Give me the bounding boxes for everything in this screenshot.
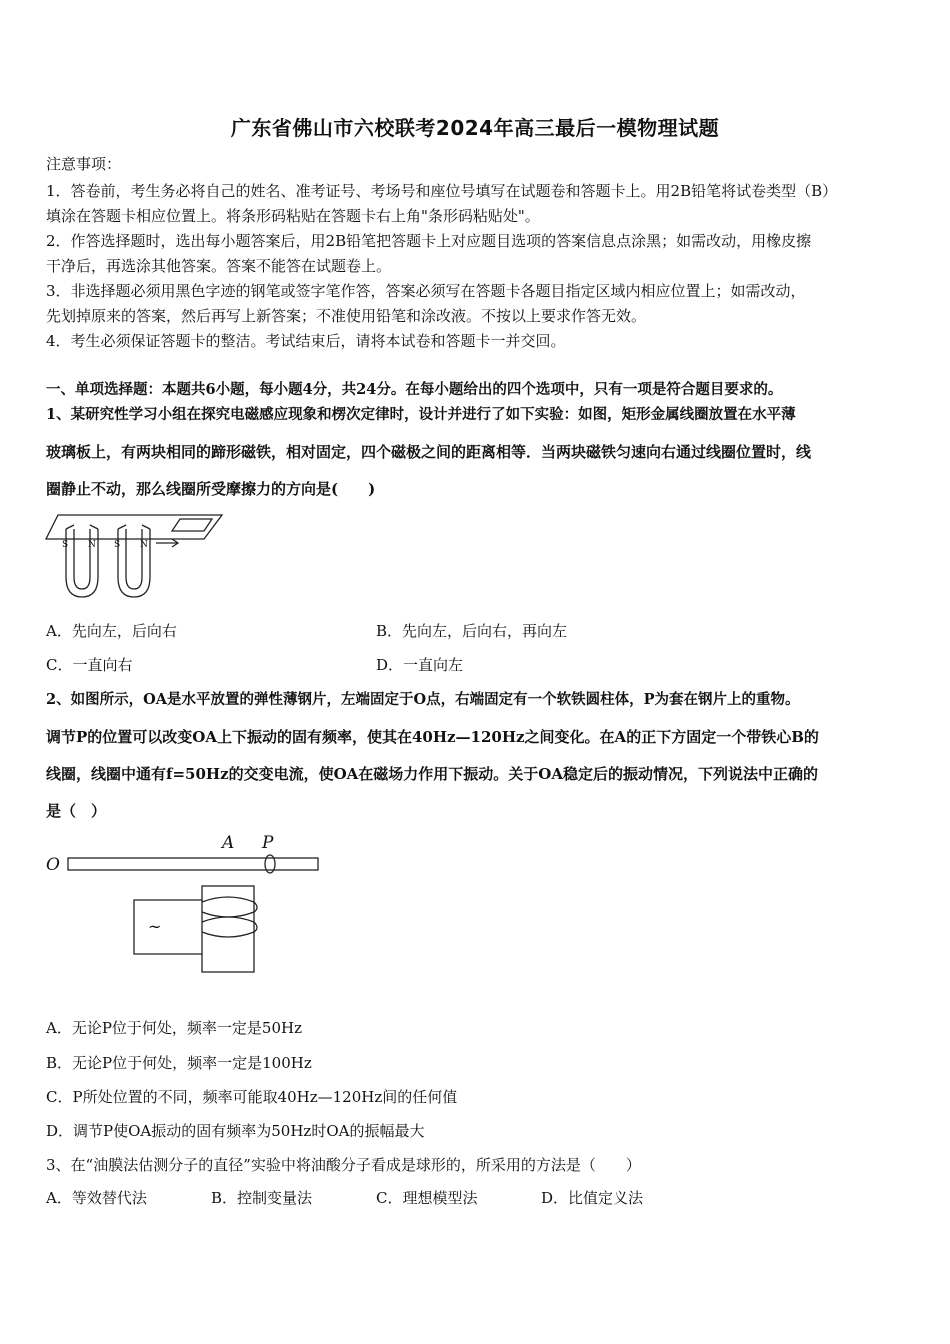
- magnet-coil-figure: [44, 507, 234, 607]
- question-3-text: 3、在“油膜法估测分子的直径”实验中将油酸分子看成是球形的，所采用的方法是（ ）: [46, 1156, 641, 1174]
- notice-line: 2．作答选择题时，选出每小题答案后，用2B铅笔把答题卡上对应题目选项的答案信息点涂黑；如需改动，用橡皮擦: [46, 232, 812, 250]
- option-c[interactable]: C．理想模型法: [376, 1189, 478, 1207]
- question-2-text: 2、如图所示，OA是水平放置的弹性薄钢片，左端固定于O点，右端固定有一个软铁圆柱体，P为套在钢片上的重物。: [46, 691, 800, 708]
- notice-line: 干净后，再选涂其他答案。答案不能答在试题卷上。: [46, 257, 392, 275]
- point-a-label: A: [222, 833, 235, 853]
- notice-line: 先划掉原来的答案，然后再写上新答案；不准使用铅笔和涂改液。不按以上要求作答无效。: [46, 307, 647, 325]
- pole-label: N: [88, 540, 96, 550]
- question-1-text: 圈静止不动，那么线圈所受摩擦力的方向是( ): [46, 480, 376, 498]
- option-d[interactable]: D．调节P使OA振动的固有频率为50Hz时OA的振幅最大: [46, 1122, 425, 1140]
- question-1-text: 玻璃板上，有两块相同的蹄形磁铁，相对固定，四个磁极之间的距离相等．当两块磁铁匀速向右通过线圈位置时，线: [46, 443, 812, 461]
- option-a[interactable]: A．先向左，后向右: [46, 622, 177, 640]
- pole-label: N: [140, 540, 148, 550]
- question-2-text: 线圈，线圈中通有f=50Hz的交变电流，使OA在磁场力作用下振动。关于OA稳定后的振动情况，下列说法中正确的: [46, 765, 818, 783]
- option-b[interactable]: B．控制变量法: [211, 1189, 313, 1207]
- page-title: 广东省佛山市六校联考2024年高三最后一模物理试题: [230, 116, 720, 140]
- question-2-text: 是（ ）: [46, 802, 107, 820]
- section-heading: 一、单项选择题：本题共6小题，每小题4分，共24分。在每小题给出的四个选项中，只有一项是符合题目要求的。: [46, 381, 783, 398]
- notice-line: 填涂在答题卡相应位置上。将条形码粘贴在答题卡右上角"条形码粘贴处"。: [46, 207, 540, 225]
- point-p-label: P: [262, 833, 274, 853]
- option-d[interactable]: D．一直向左: [376, 656, 464, 674]
- notice-line: 4．考生必须保证答题卡的整洁。考试结束后，请将本试卷和答题卡一并交回。: [46, 332, 566, 350]
- pole-label: S: [62, 540, 69, 550]
- option-d[interactable]: D．比值定义法: [541, 1189, 644, 1207]
- ac-source-icon: ~: [148, 917, 162, 936]
- option-c[interactable]: C．P所处位置的不同，频率可能取40Hz—120Hz间的任何值: [46, 1088, 458, 1106]
- spring-coil-figure: [44, 828, 334, 978]
- question-1-text: 1、某研究性学习小组在探究电磁感应现象和楞次定律时，设计并进行了如下实验：如图，矩形金属线圈放置在水平薄: [46, 406, 796, 423]
- notice-heading: 注意事项：: [46, 155, 122, 173]
- option-b[interactable]: B．先向左，后向右，再向左: [376, 622, 568, 640]
- point-o-label: O: [46, 855, 60, 875]
- question-2-text: 调节P的位置可以改变OA上下振动的固有频率，使其在40Hz—120Hz之间变化。在A的正下方固定一个带铁心B的: [46, 728, 819, 746]
- option-c[interactable]: C．一直向右: [46, 656, 133, 674]
- pole-label: S: [114, 540, 121, 550]
- notice-line: 3．非选择题必须用黑色字迹的钢笔或签字笔作答，答案必须写在答题卡各题目指定区域内相应位置上；如需改动，: [46, 282, 806, 300]
- option-a[interactable]: A．等效替代法: [46, 1189, 147, 1207]
- notice-line: 1．答卷前，考生务必将自己的姓名、准考证号、考场号和座位号填写在试题卷和答题卡上。用2B铅笔将试卷类型（B）: [46, 182, 838, 200]
- option-a[interactable]: A．无论P位于何处，频率一定是50Hz: [46, 1019, 302, 1037]
- option-b[interactable]: B．无论P位于何处，频率一定是100Hz: [46, 1054, 312, 1072]
